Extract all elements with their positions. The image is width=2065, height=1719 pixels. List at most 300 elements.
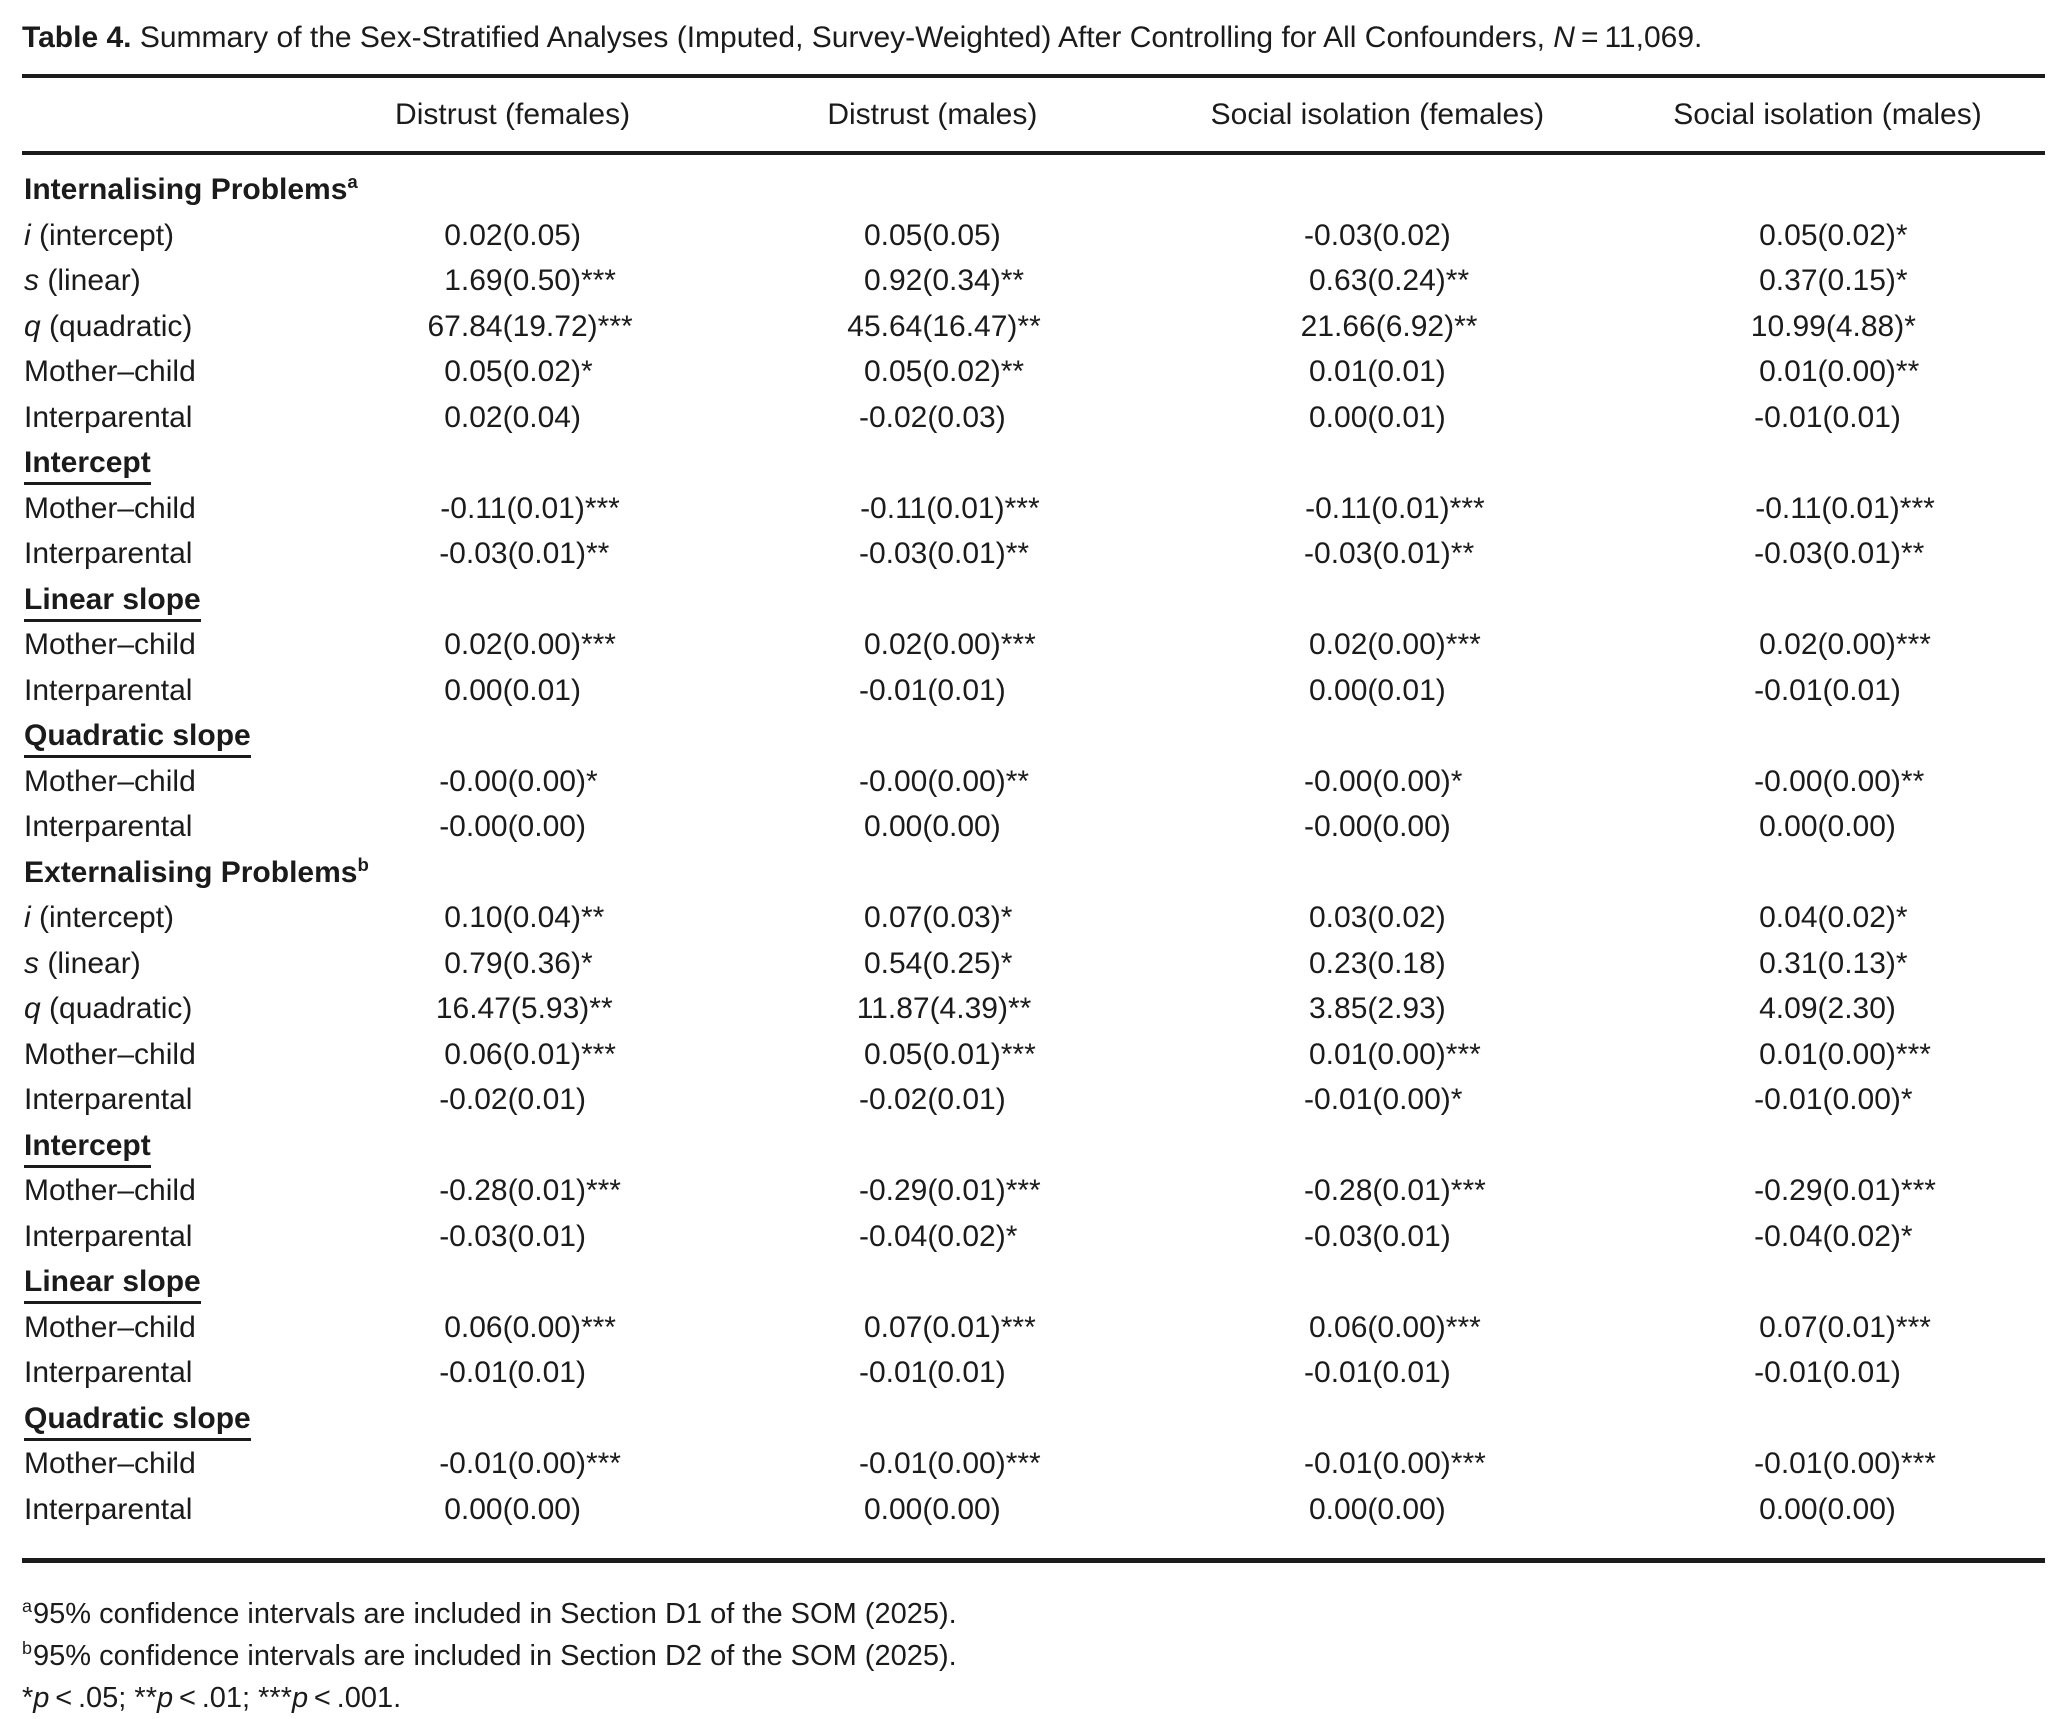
significance-stars: * xyxy=(585,764,598,798)
label-text: Mother–child xyxy=(24,628,196,661)
significance-stars: ** xyxy=(1895,355,1920,388)
cell-value: -0.01(0.00) *** xyxy=(720,1441,1145,1487)
significance-stars: * xyxy=(1900,1083,1913,1116)
cell-value xyxy=(720,1123,1145,1169)
cell-value: -0.04(0.02) * xyxy=(1610,1214,2045,1260)
cell-value: 0.06(0.00) *** xyxy=(305,1305,720,1351)
cell-value xyxy=(305,577,720,623)
significance-stars: * xyxy=(1450,764,1463,798)
row-label xyxy=(22,622,305,668)
footnote-marker: a xyxy=(347,171,358,192)
row-label xyxy=(22,1487,305,1561)
significance-stars: * xyxy=(1900,1219,1913,1253)
cell-value: -0.01(0.00) * xyxy=(1145,1077,1610,1123)
cell-value xyxy=(1145,850,1610,896)
significance-stars: ** xyxy=(1017,309,1041,343)
cell-value: -0.00(0.00) xyxy=(1304,810,1451,843)
cell-value: 0.37(0.15) * xyxy=(1610,258,2045,304)
label-text: Interparental xyxy=(24,1219,193,1253)
table-section-row xyxy=(22,850,2045,896)
row-label-text xyxy=(24,492,196,525)
cell-value: 0.07(0.01) *** xyxy=(1610,1305,2045,1351)
cell-value xyxy=(720,850,1145,896)
label-text: Intercept xyxy=(24,1128,151,1162)
cell-value: -0.00(0.00) ** xyxy=(1610,759,2045,805)
significance-stars: * xyxy=(1895,946,1908,980)
significance-stars: ** xyxy=(580,901,605,934)
row-label-text xyxy=(24,1493,192,1526)
significance-stars: *** xyxy=(1450,1447,1486,1480)
cell-value: 0.23(0.18) xyxy=(1309,946,1446,980)
cell-value: 0.05(0.02) ** xyxy=(720,349,1145,395)
row-label xyxy=(22,349,305,395)
cell-value: 0.02(0.00) *** xyxy=(305,622,720,668)
row-label xyxy=(22,1350,305,1396)
table-row xyxy=(22,1305,2045,1351)
significance-note xyxy=(22,1677,2045,1719)
label-text: Interparental xyxy=(24,1083,193,1116)
row-label xyxy=(22,804,305,850)
cell-value: -0.02(0.03) xyxy=(858,400,1006,434)
cell-value: 4.09(2.30) xyxy=(1759,992,1896,1025)
row-label xyxy=(22,258,305,304)
cell-value: -0.28(0.01) *** xyxy=(1145,1168,1610,1214)
row-label xyxy=(22,850,369,896)
cell-value: 0.05(0.02) * xyxy=(1610,213,2045,259)
significance-stars: * xyxy=(22,1682,34,1714)
cell-value: -0.00(0.00) * xyxy=(305,759,720,805)
table-row xyxy=(22,1441,2045,1487)
table-section-row xyxy=(22,577,2045,623)
cell-value: 0.00(0.00) xyxy=(1759,1492,1896,1526)
cell-value: 0.00(0.00) xyxy=(444,1492,581,1526)
row-label-text xyxy=(24,674,192,707)
cell-value: 1.69(0.50) *** xyxy=(305,258,720,304)
column-header-distrust-females: Distrust (females) xyxy=(305,76,720,153)
significance-stars: * xyxy=(580,946,593,980)
row-label-text xyxy=(24,1311,196,1344)
table-row xyxy=(22,304,2045,350)
row-label-text xyxy=(24,355,196,388)
significance-stars: * xyxy=(1895,264,1908,297)
sample-size-value: = 11,069. xyxy=(1574,21,1703,54)
cell-value: 0.06(0.01) *** xyxy=(305,1032,720,1078)
cell-value: 0.01(0.00) *** xyxy=(1145,1032,1610,1078)
growth-parameter-symbol: i xyxy=(24,901,31,934)
label-text: Interparental xyxy=(24,400,193,434)
cell-value: 11.87(4.39) ** xyxy=(720,986,1145,1032)
cell-value: 0.07(0.01) *** xyxy=(720,1305,1145,1351)
table-section-row xyxy=(22,153,2045,213)
cell-value: -0.01(0.01) xyxy=(858,1356,1006,1389)
label-text: Linear slope xyxy=(24,582,201,616)
footnote-marker: b xyxy=(357,853,369,875)
row-label-text xyxy=(24,219,174,252)
cell-value: 0.06(0.00) *** xyxy=(1145,1305,1610,1351)
cell-value: 0.63(0.24) ** xyxy=(1145,258,1610,304)
row-label xyxy=(22,986,305,1032)
significance-stars: * xyxy=(1005,1219,1018,1253)
cell-value: -0.01(0.01) xyxy=(1754,1356,1901,1389)
cell-value xyxy=(1145,153,1610,213)
table-row xyxy=(22,986,2045,1032)
row-label xyxy=(22,486,305,532)
growth-parameter-symbol: s xyxy=(24,946,39,980)
table-caption xyxy=(22,16,2045,60)
label-text: Mother–child xyxy=(24,1447,196,1480)
significance-stars: *** xyxy=(1000,1310,1036,1344)
cell-value xyxy=(305,1123,720,1169)
significance-stars: ** xyxy=(134,1682,157,1714)
significance-stars: * xyxy=(580,355,593,388)
row-label xyxy=(22,941,305,987)
cell-value: -0.11(0.01) *** xyxy=(1610,486,2045,532)
section-heading xyxy=(24,1128,151,1168)
cell-value: -0.11(0.01) *** xyxy=(1145,486,1610,532)
significance-stars: ** xyxy=(589,992,613,1025)
significance-stars: * xyxy=(1895,901,1908,934)
cell-value: 0.00(0.01) xyxy=(1309,400,1446,434)
cell-value xyxy=(1610,1259,2045,1305)
significance-stars: *** xyxy=(1005,1174,1041,1207)
cell-value: 3.85(2.93) xyxy=(1309,992,1446,1025)
significance-stars: * xyxy=(1904,309,1916,343)
significance-stars: ** xyxy=(1005,764,1030,798)
significance-stars: *** xyxy=(1004,491,1040,525)
cell-value: 0.00(0.01) xyxy=(444,673,581,707)
footnote-b-marker: b xyxy=(22,1638,32,1659)
cell-value: -0.03(0.01) ** xyxy=(720,531,1145,577)
cell-value: 0.04(0.02) * xyxy=(1610,895,2045,941)
cell-value: -0.00(0.00) xyxy=(439,810,586,843)
row-label-text xyxy=(24,1220,192,1253)
p-symbol: p xyxy=(291,1682,309,1714)
cell-value xyxy=(720,713,1145,759)
cell-value: -0.00(0.00) * xyxy=(1145,759,1610,805)
row-label xyxy=(22,895,305,941)
cell-value: 0.54(0.25) * xyxy=(720,941,1145,987)
cell-value: -0.01(0.01) xyxy=(1754,673,1901,707)
cell-value: -0.03(0.01) ** xyxy=(1610,531,2045,577)
significance-stars: *** xyxy=(1895,1310,1931,1344)
cell-value: 0.02(0.00) *** xyxy=(720,622,1145,668)
row-label xyxy=(22,440,305,486)
cell-value xyxy=(720,153,1145,213)
table-section-row xyxy=(22,1259,2045,1305)
significance-stars: *** xyxy=(584,491,620,525)
table-row xyxy=(22,531,2045,577)
cell-value: -0.01(0.01) xyxy=(858,673,1006,707)
cell-value xyxy=(1610,577,2045,623)
row-label xyxy=(22,759,305,805)
significance-stars: *** xyxy=(1895,628,1931,661)
significance-stars: *** xyxy=(580,1310,616,1344)
cell-value xyxy=(305,713,720,759)
cell-value: 0.00(0.00) xyxy=(1759,810,1896,843)
cell-value xyxy=(305,440,720,486)
table-body xyxy=(22,153,2045,1561)
significance-threshold: < .001. xyxy=(308,1682,402,1714)
row-label-text xyxy=(24,1083,192,1116)
significance-stars: *** xyxy=(580,628,616,661)
cell-value: 0.02(0.05) xyxy=(444,218,581,252)
row-label-text xyxy=(24,1447,196,1480)
row-label-text xyxy=(24,628,196,661)
sample-size-symbol: N xyxy=(1553,21,1575,54)
label-text: Externalising Problems xyxy=(24,855,358,889)
row-label-text xyxy=(24,901,174,934)
cell-value: -0.01(0.01) xyxy=(1304,1356,1451,1389)
table-number: Table 4. xyxy=(22,21,132,54)
growth-parameter-symbol: s xyxy=(24,264,39,297)
row-label-text xyxy=(24,537,192,570)
cell-value xyxy=(720,577,1145,623)
results-table xyxy=(22,74,2045,1563)
growth-parameter-symbol: i xyxy=(24,218,31,252)
cell-value: 0.02(0.00) *** xyxy=(1145,622,1610,668)
label-text: (quadratic) xyxy=(40,992,193,1025)
cell-value: 0.01(0.00) *** xyxy=(1610,1032,2045,1078)
cell-value: -0.29(0.01) *** xyxy=(1610,1168,2045,1214)
section-heading xyxy=(24,853,369,889)
table-row xyxy=(22,941,2045,987)
row-label xyxy=(22,531,305,577)
cell-value: -0.00(0.00) ** xyxy=(720,759,1145,805)
cell-value xyxy=(1610,153,2045,213)
column-header-distrust-males: Distrust (males) xyxy=(720,76,1145,153)
row-label xyxy=(22,1032,305,1078)
cell-value: 0.79(0.36) * xyxy=(305,941,720,987)
section-heading xyxy=(24,582,201,622)
row-label-text xyxy=(24,1174,196,1207)
cell-value: -0.28(0.01) *** xyxy=(305,1168,720,1214)
row-label xyxy=(22,577,305,623)
significance-stars: * xyxy=(1450,1083,1463,1116)
section-heading xyxy=(24,445,151,485)
section-heading xyxy=(24,1401,251,1441)
cell-value: -0.01(0.01) xyxy=(1754,400,1901,434)
significance-stars: ** xyxy=(1450,537,1475,570)
label-text: Mother–child xyxy=(24,1310,196,1344)
significance-stars: * xyxy=(1000,901,1013,934)
cell-value: -0.01(0.00) *** xyxy=(1145,1441,1610,1487)
cell-value: 0.07(0.03) * xyxy=(720,895,1145,941)
row-label xyxy=(22,395,305,441)
cell-value: -0.01(0.00) *** xyxy=(305,1441,720,1487)
cell-value: 0.02(0.00) *** xyxy=(1610,622,2045,668)
table-row xyxy=(22,1487,2045,1561)
label-text: (quadratic) xyxy=(40,309,193,343)
cell-value: 67.84(19.72) *** xyxy=(305,304,720,350)
cell-value: 0.05(0.02) * xyxy=(305,349,720,395)
significance-stars: *** xyxy=(585,1447,621,1480)
row-label xyxy=(22,1259,305,1305)
table-caption-text: Summary of the Sex-Stratified Analyses (Imputed, Survey-Weighted) After Controlling for All Confounders, xyxy=(139,21,1545,54)
significance-stars: ** xyxy=(585,537,610,570)
cell-value: 16.47(5.93) ** xyxy=(305,986,720,1032)
column-header-empty xyxy=(22,76,305,153)
label-text: Intercept xyxy=(24,446,151,479)
row-label-text xyxy=(24,401,192,434)
cell-value: 10.99(4.88) * xyxy=(1610,304,2045,350)
label-text: Interparental xyxy=(24,810,193,843)
cell-value: -0.01(0.00) * xyxy=(1610,1077,2045,1123)
table-row xyxy=(22,1032,2045,1078)
cell-value: 0.01(0.00) ** xyxy=(1610,349,2045,395)
cell-value xyxy=(1145,1123,1610,1169)
cell-value xyxy=(1610,713,2045,759)
cell-value: -0.29(0.01) *** xyxy=(720,1168,1145,1214)
cell-value: -0.03(0.01) xyxy=(439,1219,586,1253)
cell-value: -0.03(0.01) ** xyxy=(1145,531,1610,577)
table-section-row xyxy=(22,713,2045,759)
cell-value xyxy=(1610,1396,2045,1442)
cell-value: 0.92(0.34) ** xyxy=(720,258,1145,304)
cell-value: 0.10(0.04) ** xyxy=(305,895,720,941)
label-text: Linear slope xyxy=(24,1265,201,1298)
row-label xyxy=(22,1214,305,1260)
label-text: Interparental xyxy=(24,537,193,570)
cell-value: 0.00(0.00) xyxy=(863,810,1001,843)
cell-value: 0.03(0.02) xyxy=(1309,901,1446,934)
cell-value xyxy=(1610,1123,2045,1169)
row-label xyxy=(22,1441,305,1487)
p-symbol: p xyxy=(157,1682,174,1714)
significance-stars: *** xyxy=(1895,1037,1931,1071)
cell-value: 0.00(0.01) xyxy=(1309,673,1446,707)
label-text: Mother–child xyxy=(24,355,196,388)
cell-value xyxy=(305,1259,720,1305)
significance-stars: *** xyxy=(597,309,633,343)
cell-value: 0.05(0.05) xyxy=(863,218,1001,252)
header-row xyxy=(22,76,2045,153)
row-label xyxy=(22,1077,305,1123)
label-text: Interparental xyxy=(24,1356,193,1389)
table-row xyxy=(22,804,2045,850)
significance-stars: ** xyxy=(1445,264,1470,297)
section-heading xyxy=(24,718,251,758)
p-symbol: p xyxy=(33,1682,50,1714)
significance-stars: *** xyxy=(580,264,616,297)
label-text: Interparental xyxy=(24,1492,193,1526)
cell-value: 0.05(0.01) *** xyxy=(720,1032,1145,1078)
cell-value: -0.03(0.01) xyxy=(1304,1219,1451,1253)
footnote-b-text: 95% confidence intervals are included in Section D2 of the SOM (2025). xyxy=(33,1640,957,1672)
row-label-text xyxy=(24,1356,192,1389)
label-text: Mother–child xyxy=(24,1037,196,1071)
label-text: (linear) xyxy=(39,264,141,297)
label-text: Quadratic slope xyxy=(24,1401,251,1435)
label-text: Interparental xyxy=(24,673,193,707)
significance-stars: ** xyxy=(1900,537,1925,570)
paper-table-page xyxy=(22,16,2045,1719)
label-text: Internalising Problems xyxy=(24,173,348,206)
table-row xyxy=(22,668,2045,714)
significance-stars: ** xyxy=(1900,764,1925,798)
cell-value xyxy=(305,153,720,213)
significance-stars: ** xyxy=(1000,355,1025,388)
table-header xyxy=(22,76,2045,153)
significance-stars: * xyxy=(1000,946,1013,980)
row-label-text xyxy=(24,310,192,343)
row-label-text xyxy=(24,1038,196,1071)
table-footnotes xyxy=(22,1593,2045,1719)
cell-value: -0.02(0.01) xyxy=(858,1083,1006,1116)
growth-parameter-symbol: q xyxy=(24,309,41,343)
footnote-a-marker: a xyxy=(22,1596,32,1617)
section-heading xyxy=(24,173,358,206)
significance-stars: ** xyxy=(1000,264,1025,297)
cell-value xyxy=(1145,1396,1610,1442)
significance-stars: ** xyxy=(1454,309,1478,343)
cell-value: 0.02(0.04) xyxy=(444,400,581,434)
significance-stars: ** xyxy=(1005,537,1030,570)
table-row xyxy=(22,895,2045,941)
label-text: (intercept) xyxy=(30,218,175,252)
table-section-row xyxy=(22,440,2045,486)
cell-value: -0.11(0.01) *** xyxy=(305,486,720,532)
cell-value: 0.31(0.13) * xyxy=(1610,941,2045,987)
cell-value: -0.03(0.01) ** xyxy=(305,531,720,577)
table-row xyxy=(22,395,2045,441)
cell-value xyxy=(305,1396,720,1442)
table-row xyxy=(22,213,2045,259)
table-row xyxy=(22,349,2045,395)
row-label xyxy=(22,153,358,213)
table-row xyxy=(22,486,2045,532)
significance-stars: *** xyxy=(1445,1037,1481,1071)
column-header-social-isolation-males: Social isolation (males) xyxy=(1610,76,2045,153)
label-text: Mother–child xyxy=(24,491,196,525)
table-row xyxy=(22,1168,2045,1214)
row-label xyxy=(22,668,305,714)
label-text: Quadratic slope xyxy=(24,719,251,752)
label-text: (intercept) xyxy=(30,901,175,934)
cell-value: -0.02(0.01) xyxy=(439,1083,586,1116)
cell-value: 0.00(0.00) xyxy=(1309,1492,1446,1526)
cell-value xyxy=(1145,440,1610,486)
label-text: Mother–child xyxy=(24,764,196,798)
growth-parameter-symbol: q xyxy=(24,992,41,1025)
cell-value xyxy=(1610,850,2045,896)
cell-value: -0.04(0.02) * xyxy=(720,1214,1145,1260)
table-section-row xyxy=(22,1396,2045,1442)
cell-value: -0.11(0.01) *** xyxy=(720,486,1145,532)
significance-stars: * xyxy=(1895,218,1908,252)
table-row xyxy=(22,759,2045,805)
cell-value xyxy=(720,1259,1145,1305)
cell-value: -0.01(0.01) xyxy=(439,1356,586,1389)
row-label-text xyxy=(24,264,141,297)
table-row xyxy=(22,1077,2045,1123)
cell-value: 0.01(0.01) xyxy=(1309,355,1446,388)
cell-value xyxy=(1145,577,1610,623)
significance-stars: *** xyxy=(1899,491,1935,525)
significance-stars: *** xyxy=(1450,1174,1486,1207)
significance-stars: *** xyxy=(1900,1174,1936,1207)
significance-threshold: < .05; xyxy=(49,1682,135,1714)
row-label xyxy=(22,304,305,350)
cell-value xyxy=(1610,440,2045,486)
significance-threshold: < .01; xyxy=(173,1682,259,1714)
label-text: Mother–child xyxy=(24,1174,196,1207)
cell-value xyxy=(1145,713,1610,759)
row-label xyxy=(22,1305,305,1351)
significance-stars: *** xyxy=(258,1682,292,1714)
cell-value xyxy=(720,1396,1145,1442)
significance-stars: *** xyxy=(580,1037,616,1071)
row-label xyxy=(22,713,305,759)
